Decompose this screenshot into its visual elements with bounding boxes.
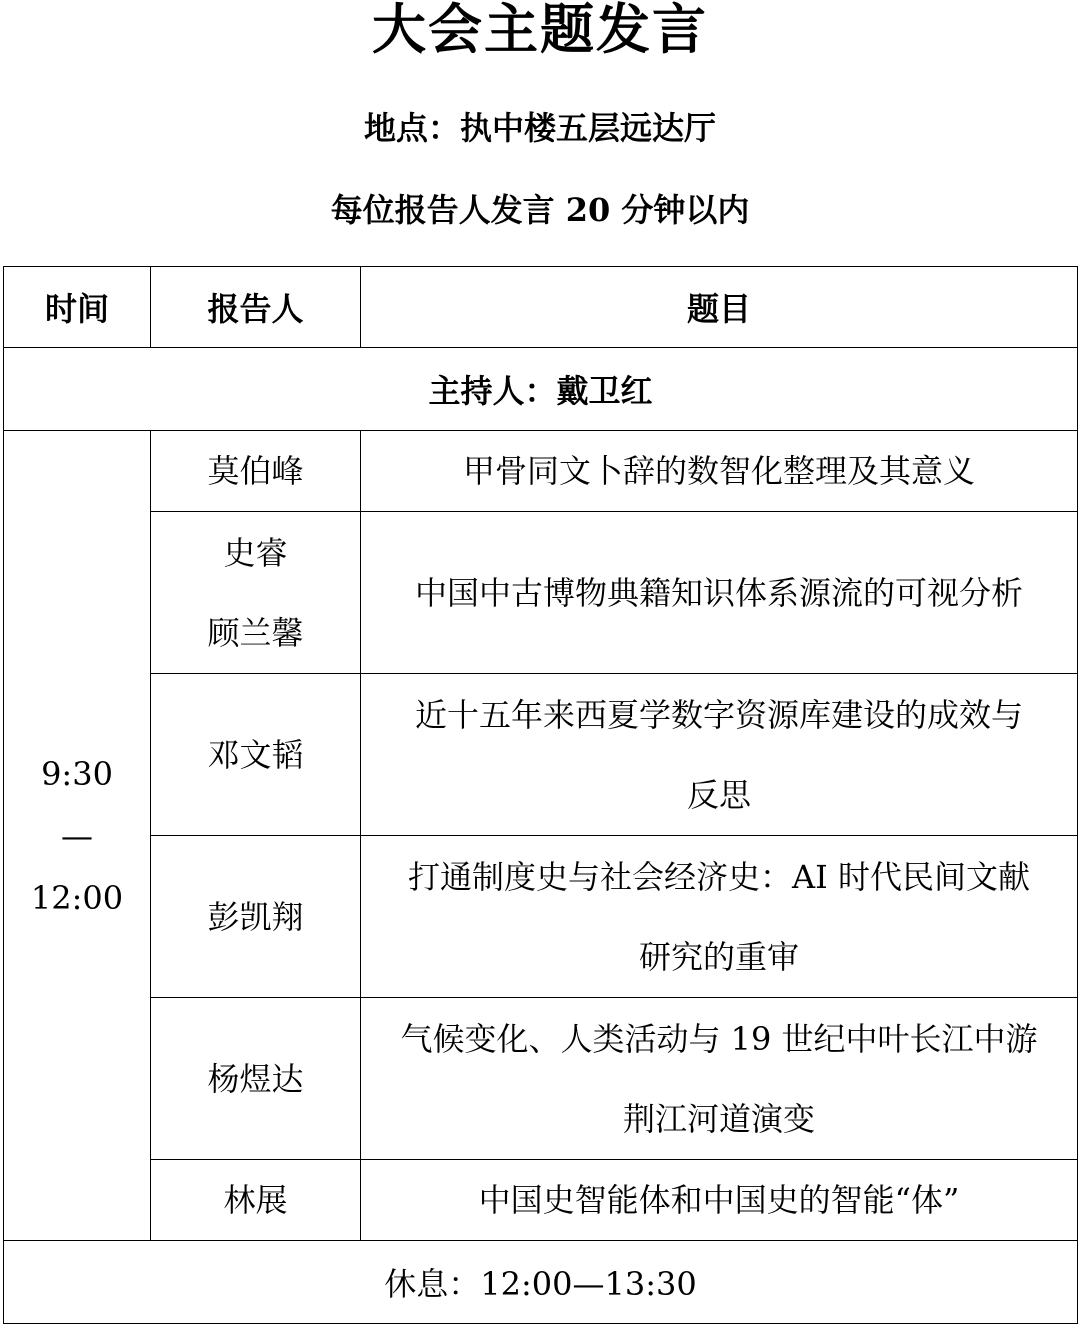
venue-location: 地点：执中楼五层远达厅 [363,109,716,147]
speaker-cell [151,998,361,1160]
speaker-name: 林展 [223,1181,288,1219]
host-row [4,348,1078,431]
topic-cell [361,512,1078,674]
topic-line: 反思 [686,775,751,814]
session-end-time: 12:00 [30,878,124,917]
speaker-cell [151,674,361,836]
speaker-name: 顾兰馨 [207,613,304,652]
session-time-separator: — [61,816,93,855]
topic-cell [361,674,1078,836]
table-row [4,1160,1078,1241]
topic-cell [361,836,1078,998]
speaker-name: 史睿 [223,533,288,572]
table-header-row [4,267,1078,348]
speaking-time-limit: 每位报告人发言 20 分钟以内 [330,191,750,229]
speaker-cell [151,1160,361,1241]
speaker-name: 杨煜达 [207,1059,304,1098]
speaker-cell [151,431,361,512]
table-row [4,512,1078,674]
break-row [4,1241,1078,1324]
topic-cell [361,431,1078,512]
table-row [4,836,1078,998]
topic-line: 中国中古博物典籍知识体系源流的可视分析 [414,573,1023,612]
table-row [4,431,1078,512]
header-topic: 题目 [361,267,1078,348]
break-cell: 休息：12:00—13:30 [4,1241,1078,1324]
schedule-table [3,266,1078,1324]
session-time-cell [4,431,151,1241]
session-start-time: 9:30 [41,754,113,793]
speaker-cell [151,512,361,674]
speaker-name: 彭凯翔 [207,897,304,936]
topic-line: 近十五年来西夏学数字资源库建设的成效与 [414,695,1023,734]
speaker-cell [151,836,361,998]
page-title: 大会主题发言 [372,0,708,61]
header-time: 时间 [4,267,151,348]
topic-line: 荆江河道演变 [622,1099,815,1138]
host-cell: 主持人：戴卫红 [4,348,1078,431]
topic-line: 中国史智能体和中国史的智能“体” [478,1181,960,1219]
topic-line: 打通制度史与社会经济史：AI 时代民间文献 [408,857,1030,896]
topic-line: 甲骨同文卜辞的数智化整理及其意义 [462,452,975,490]
speaker-name: 莫伯峰 [207,452,304,490]
table-row [4,998,1078,1160]
topic-cell [361,998,1078,1160]
topic-line: 研究的重审 [638,937,799,976]
topic-cell [361,1160,1078,1241]
speaker-name: 邓文韬 [207,735,304,774]
topic-line: 气候变化、人类活动与 19 世纪中叶长江中游 [400,1019,1038,1058]
table-row [4,674,1078,836]
header-speaker: 报告人 [151,267,361,348]
